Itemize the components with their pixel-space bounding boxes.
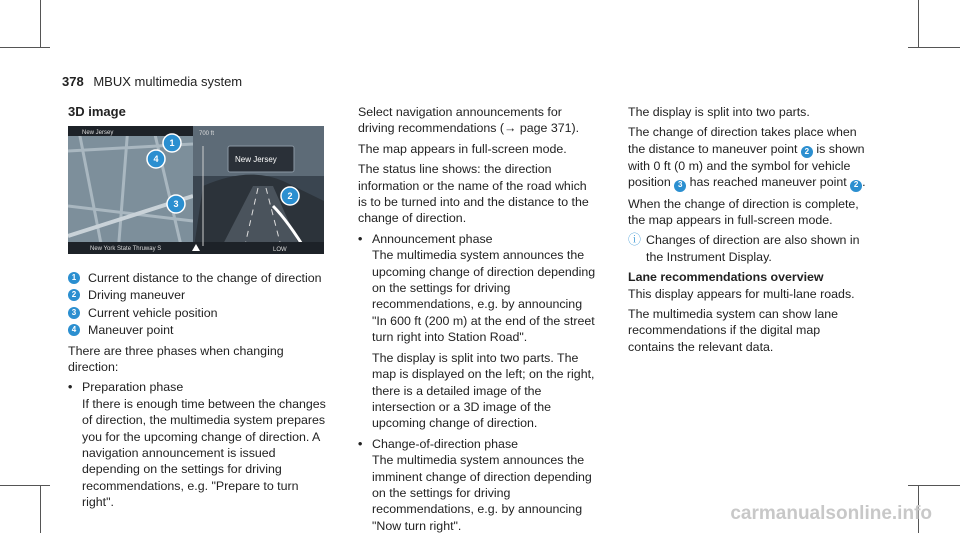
legend-number: 4 [68,324,80,336]
column-3 [628,104,868,359]
callout-ref: 3 [674,180,686,192]
legend-text: Maneuver point [88,323,174,338]
column-1-body [68,270,330,515]
crop-mark [0,485,50,486]
callout-1 [163,134,181,152]
bullet-preparation: • Preparation phase [68,380,184,395]
text-part: is shown with 0 ft (0 m) and the symbol for vehicle position [628,141,865,190]
bullet-change-of-direction: • Change-of-direction phase [358,436,519,451]
section-title: 3D image [68,104,126,119]
bullet-title: Announcement phase [372,231,493,246]
bullet-title: Change-of-direction phase [372,436,519,451]
crop-mark [908,485,960,486]
legend-number: 1 [68,272,80,284]
note-text: Changes of direction are also shown in the Instrument Display. [646,233,860,264]
col2-paragraph: The status line shows: the direction information or the name of the road which is to be turned into and the distance to the change of direction. [358,162,589,226]
announcement-text-2: The display is split into two parts. The map is displayed on the left; on the right, there is a detailed image of the intersection or a 3D image of the upcoming change of direction. [372,350,595,431]
col2-paragraph: The map appears in full-screen mode. [358,141,567,156]
column-2 [358,104,598,538]
sign-label: New Jersey [235,155,277,164]
map-top-label: New Jersey [82,130,114,136]
legend-item [68,322,330,338]
lane-text: This display appears for multi-lane roads. [628,286,855,301]
announcement-text: The multimedia system announces the upcoming change of direction depending on the settings for driving recommendations, e.g. by announcing "In 600 ft (200 m) at the end of the street turn right into Station Road". [372,248,596,345]
svg-text:3: 3 [173,199,179,209]
text-part: has reached maneuver point [689,175,847,190]
status-right-label: LOW [273,247,287,253]
text-part: . [862,175,866,190]
legend-item [68,270,330,286]
col3-paragraph: When the change of direction is complete, the map appears in full-screen mode. [628,196,859,228]
legend-item [68,287,330,303]
crop-mark [40,0,41,48]
text-part: The change of direction takes place when the distance to maneuver point [628,125,857,156]
watermark: carmanualsonline.info [730,503,932,524]
svg-text:1: 1 [169,138,175,148]
distance-label: 700 ft [199,131,215,137]
legend-text: Current distance to the change of direction [88,271,322,285]
status-road-label: New York State Thruway S [90,246,162,252]
callout-2 [281,187,299,205]
bullet-title: Preparation phase [82,380,184,395]
page-number: 378 [62,74,84,89]
crop-mark [0,47,50,48]
svg-text:2: 2 [287,191,293,201]
crop-mark [908,47,960,48]
lane-title: Lane recommendations overview [628,270,824,285]
page-header [62,74,242,89]
legend-text: Driving maneuver [88,288,186,303]
navigation-3d-illustration [68,126,324,254]
crop-mark [918,0,919,48]
col3-paragraph-maneuver [628,124,868,191]
svg-text:4: 4 [153,154,159,164]
col2-paragraph: Select navigation announcements for driving recommendations (→ page 371). [358,105,580,136]
preparation-text: If there is enough time between the changes of direction, the multimedia system prepares you for the upcoming change of direction. A navigation announcement is issued depending on the settings for driving recommendations, e.g. "Prepare to turn right". [82,396,326,510]
legend-text: Current vehicle position [88,305,218,320]
callout-4 [147,150,165,168]
change-of-direction-text: The multimedia system announces the imminent change of direction depending on the settings for driving recommendations, e.g. by announcing "Now turn right". [372,453,592,533]
callout-ref: 2 [850,180,862,192]
page-header-title: MBUX multimedia system [93,74,243,89]
crop-mark [40,485,41,533]
phases-intro: There are three phases when changing direction: [68,343,284,375]
legend-number: 2 [68,289,80,301]
callout-3 [167,195,185,213]
note [628,232,868,265]
info-icon: ⓘ [628,232,642,248]
legend-item [68,305,330,321]
lane-text-2: The multimedia system can show lane recommendations if the digital map contains the relevant data. [628,307,839,354]
bullet-announcement: • Announcement phase [358,231,493,246]
callout-ref: 2 [801,146,813,158]
legend-number: 3 [68,307,80,319]
navigation-3d-screenshot [68,126,324,254]
col3-paragraph: The display is split into two parts. [628,105,810,119]
